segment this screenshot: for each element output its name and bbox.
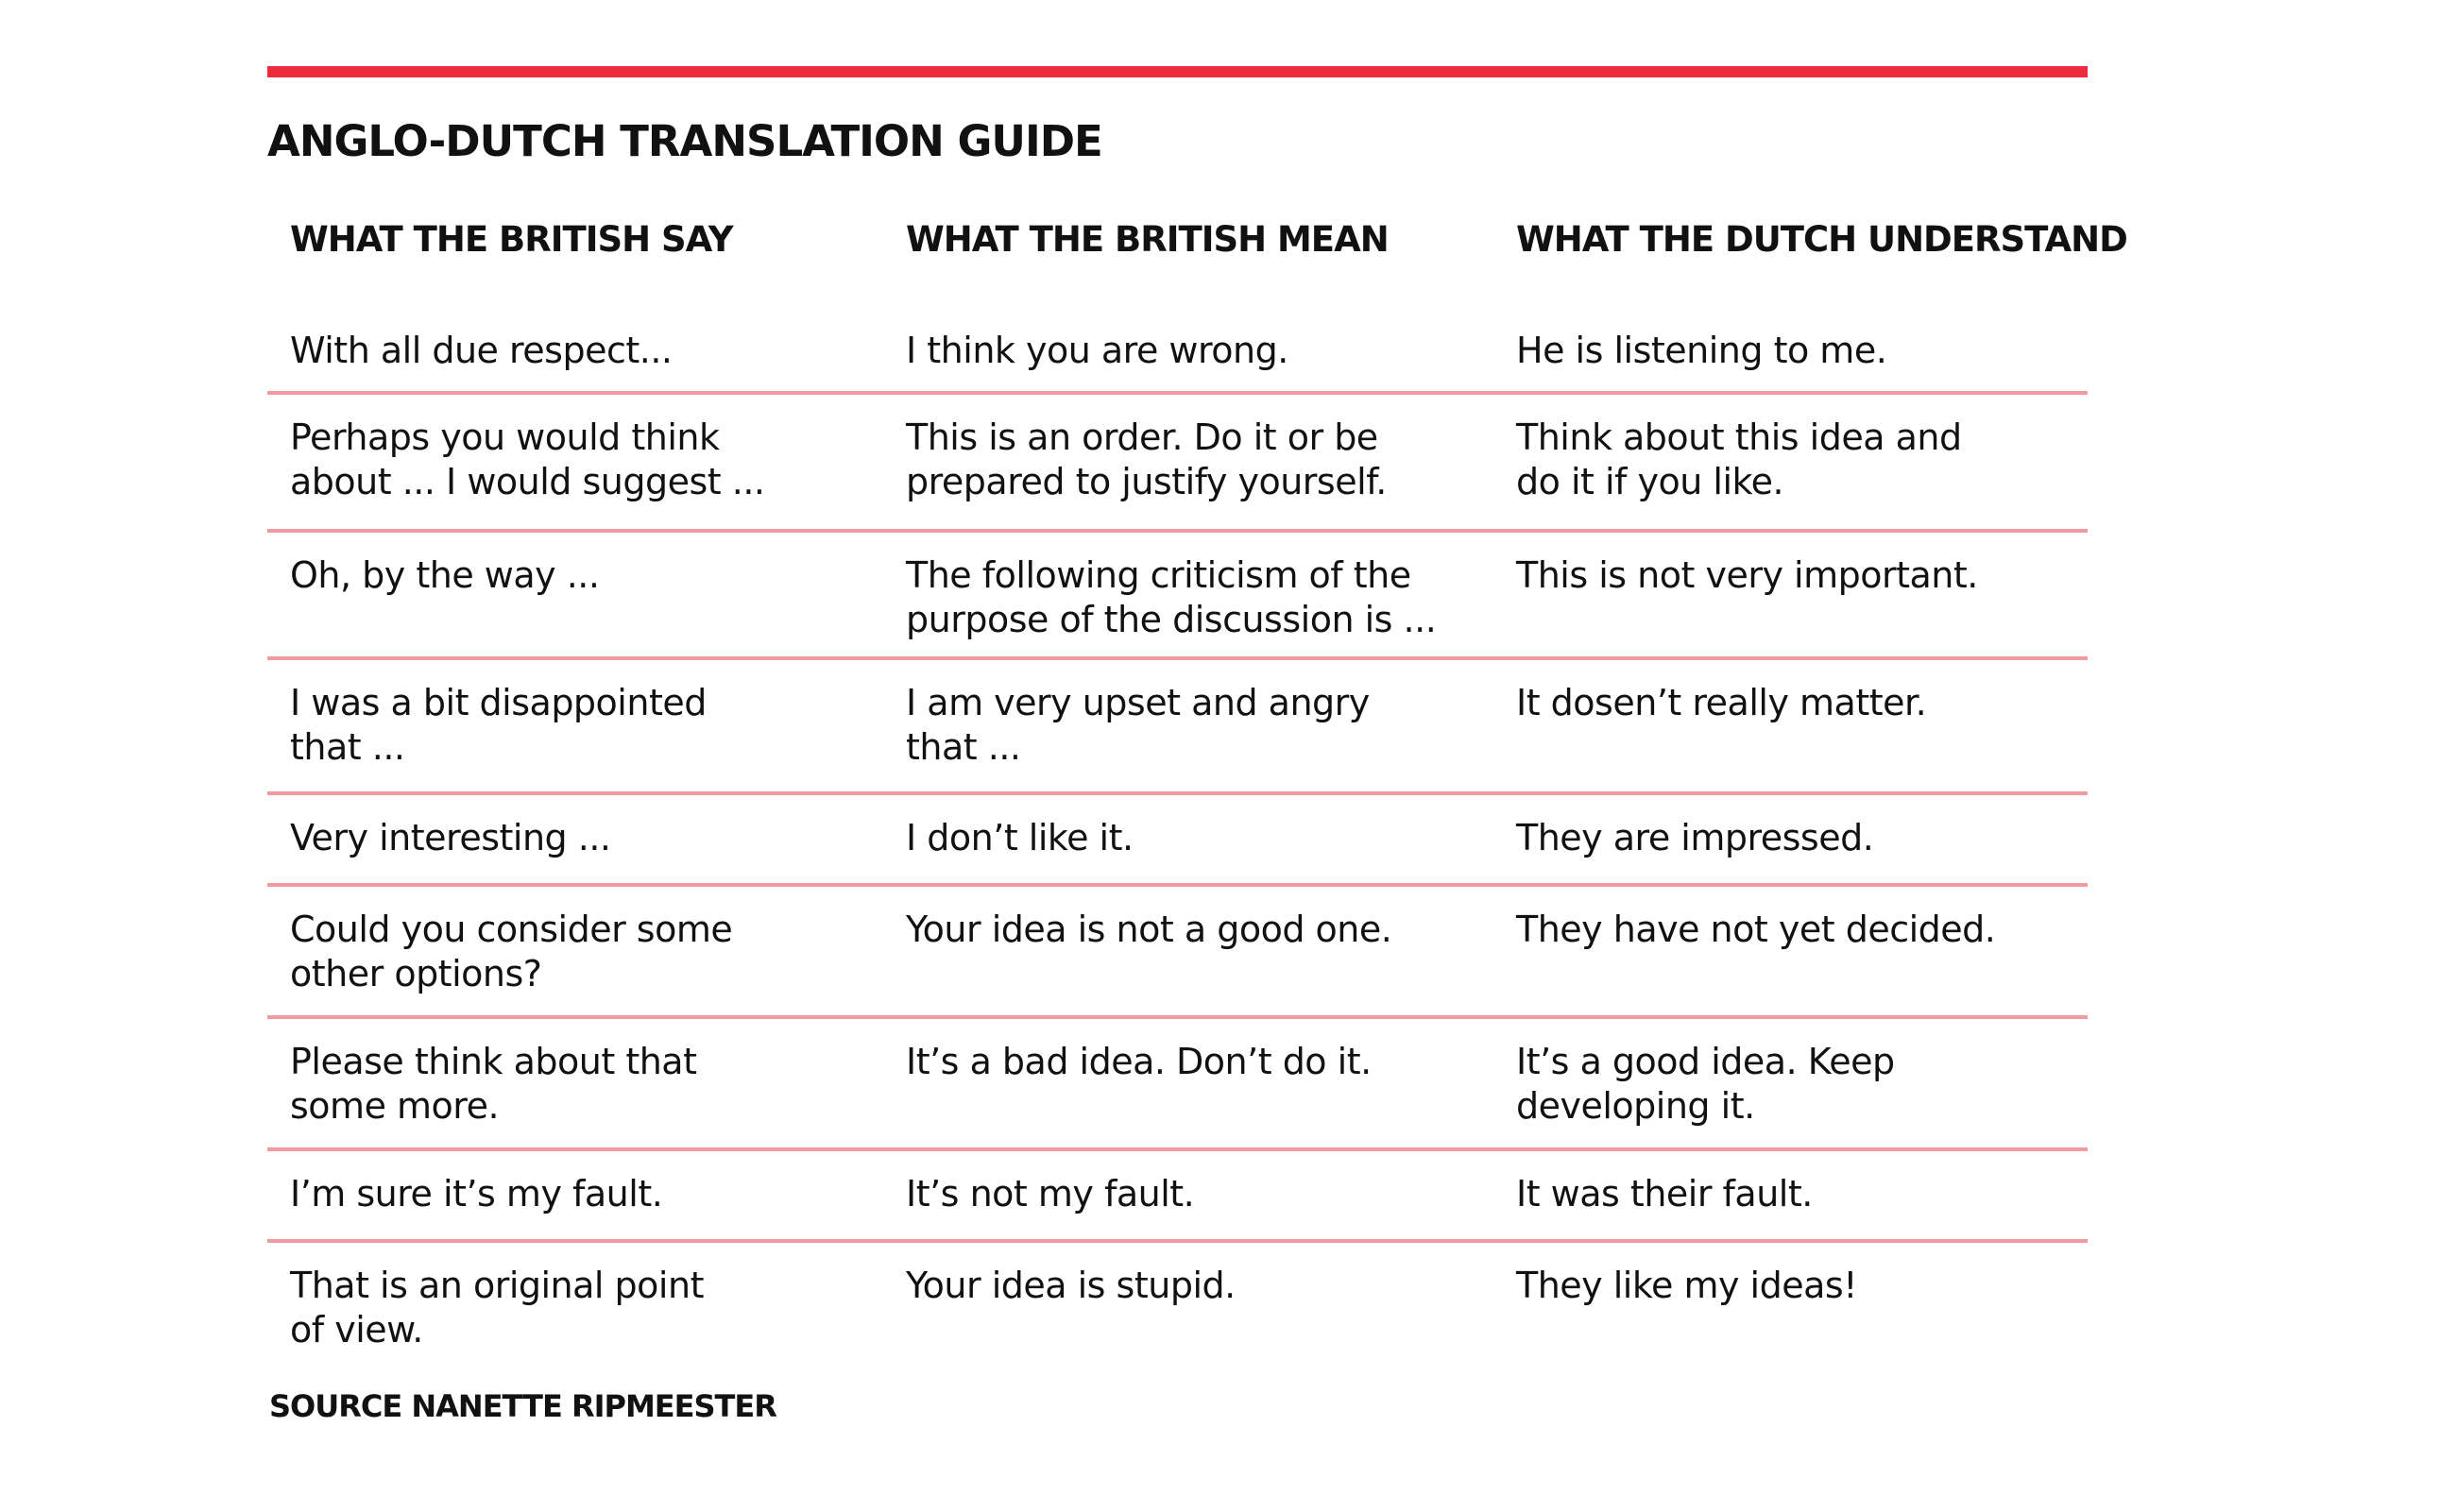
dutch-understand-cell: It’s a good idea. Keep developing it. [1516,1041,1895,1127]
table-row [267,795,2088,887]
translation-table [267,217,2127,1385]
british-say-cell: That is an original point of view. [290,1265,704,1351]
british-say-cell: I’m sure it’s my fault. [290,1173,663,1215]
dutch-understand-cell: They have not yet decided. [1516,909,1996,950]
dutch-understand-cell: This is not very important. [1516,554,1978,596]
table-row [267,1243,2088,1385]
british-say-cell: Oh, by the way ... [290,554,600,596]
british-say-cell: With all due respect... [290,330,673,371]
table-row [267,660,2088,795]
british-mean-cell: I don’t like it. [906,817,1134,858]
dutch-understand-cell: It dosen’t really matter. [1516,682,1927,723]
british-say-cell: I was a bit disappointed that ... [290,682,707,768]
column-header-dutch-understand: WHAT THE DUTCH UNDERSTAND [1516,219,2127,260]
dutch-understand-cell: They are impressed. [1516,817,1874,858]
british-mean-cell: This is an order. Do it or be prepared to justify yourself. [906,416,1387,502]
table-row [267,308,2088,395]
table-header [267,217,2127,308]
column-header-british-say: WHAT THE BRITISH SAY [290,219,733,260]
british-mean-cell: Your idea is stupid. [906,1265,1236,1306]
top-accent-bar [267,66,2088,77]
british-mean-cell: It’s a bad idea. Don’t do it. [906,1041,1372,1082]
british-mean-cell: Your idea is not a good one. [906,909,1392,950]
source-credit: SOURCE NANETTE RIPMEESTER [269,1388,776,1424]
table-row [267,1151,2088,1243]
british-say-cell: Please think about that some more. [290,1041,697,1127]
table-row [267,533,2088,660]
british-mean-cell: I am very upset and angry that ... [906,682,1370,768]
british-say-cell: Could you consider some other options? [290,909,733,994]
table-row [267,1019,2088,1151]
british-say-cell: Very interesting ... [290,817,611,858]
table-row [267,395,2088,533]
british-say-cell: Perhaps you would think about ... I would suggest ... [290,416,765,502]
dutch-understand-cell: He is listening to me. [1516,330,1887,371]
british-mean-cell: The following criticism of the purpose of the discussion is ... [906,554,1437,640]
table-row [267,887,2088,1019]
dutch-understand-cell: It was their fault. [1516,1173,1813,1215]
dutch-understand-cell: Think about this idea and do it if you like. [1516,416,1962,502]
page-title: ANGLO-DUTCH TRANSLATION GUIDE [267,116,1102,166]
british-mean-cell: It’s not my fault. [906,1173,1195,1215]
column-header-british-mean: WHAT THE BRITISH MEAN [906,219,1389,260]
british-mean-cell: I think you are wrong. [906,330,1288,371]
dutch-understand-cell: They like my ideas! [1516,1265,1857,1306]
